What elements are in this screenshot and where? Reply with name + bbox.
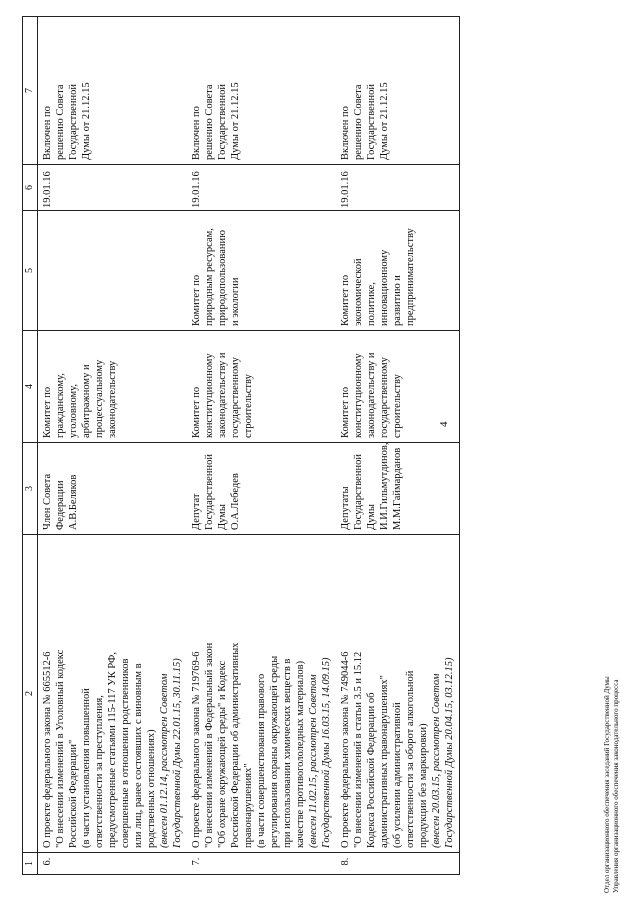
bill-title-line: правонарушениях": [243, 763, 254, 848]
status-line: Государственной: [366, 84, 377, 160]
bill-note-line: (внесен 20.03.15, рассмотрен Советом: [431, 673, 442, 848]
bill-note-line: Государственной Думы 20.04.15, 03.12.15): [444, 657, 455, 848]
committee-line: природопользованию: [217, 230, 228, 326]
date-cell: 19.01.16: [187, 165, 336, 211]
author-line: Федерации: [55, 480, 66, 530]
bill-title-cell: [38, 535, 188, 853]
footer: [603, 676, 621, 893]
footer-line: Отдел организационного обеспечения заседаний Государственной Думы: [603, 676, 611, 893]
bill-title-line: или лиц, ранее состоявших с виновным в: [133, 663, 144, 848]
bill-title-line: (в части установления повышенной: [81, 688, 92, 848]
bill-note-line: (внесен 01.12.14, рассмотрен Советом: [159, 673, 170, 848]
bill-title-line: ответственности за оборот алкогольной: [405, 670, 416, 848]
date-cell: 19.01.16: [336, 165, 460, 211]
bill-title-line: О проекте федерального закона № 719769-6: [191, 651, 202, 848]
row-number: 6.: [38, 853, 188, 875]
author-line: Депутат: [191, 493, 202, 530]
row-number: 7.: [187, 853, 336, 875]
author-line: Думы: [366, 504, 377, 530]
bill-title-line: Российской Федерации об административных: [230, 642, 241, 848]
column-header: 3: [23, 443, 38, 535]
committee-line: Комитет по: [340, 386, 351, 438]
bill-title-line: Кодекса Российской Федерации об: [366, 692, 377, 848]
column-header: 2: [23, 535, 38, 853]
table-row: [336, 17, 460, 875]
bill-title-line: продукции без маркировки): [418, 723, 429, 848]
co-committee-cell: [336, 211, 460, 331]
committee-line: и экологии: [230, 277, 241, 326]
status-line: решению Совета: [55, 84, 66, 160]
committee-line: Комитет по: [191, 386, 202, 438]
committee-line: Комитет по: [340, 274, 351, 326]
committee-line: уголовному,: [68, 384, 79, 438]
author-line: О.А.Лебедев: [230, 473, 241, 530]
bill-title-line: совершенные в отношении родственников: [120, 658, 131, 848]
author-line: А.В.Беляков: [68, 474, 79, 530]
author-line: Член Совета: [42, 473, 53, 530]
status-cell: [38, 17, 188, 165]
bill-title-line: "О внесении изменений в статьи 3.5 и 15.12: [353, 651, 364, 848]
author-cell: [38, 443, 188, 535]
committee-line: законодательству: [107, 360, 118, 438]
bills-table: [22, 16, 460, 875]
bill-title-line: О проекте федерального закона № 749044-6: [340, 651, 351, 848]
table-row: [187, 17, 336, 875]
column-header: 5: [23, 211, 38, 331]
author-line: Государственной: [353, 454, 364, 530]
status-line: Включен по: [42, 106, 53, 160]
bill-title-line: административных правонарушениях": [379, 675, 390, 848]
bill-title-line: (об усилении административной: [392, 702, 403, 848]
column-header: 7: [23, 17, 38, 165]
author-cell: [187, 443, 336, 535]
committee-line: законодательству и: [366, 352, 377, 438]
committee-line: инновационному: [379, 249, 390, 326]
committee-line: конституционному: [204, 353, 215, 438]
status-line: Государственной: [217, 84, 228, 160]
bill-note-line: Государственной Думы 16.03.15, 14.09.15): [321, 657, 332, 848]
committee-line: строительству: [243, 374, 254, 438]
author-line: Думы: [217, 504, 228, 530]
committee-line: арбитражному и: [81, 364, 92, 438]
author-line: И.И.Гильмутдинов,: [379, 442, 390, 530]
committee-line: законодательству и: [217, 352, 228, 438]
bill-title-line: предусмотренные статьями 115-117 УК РФ,: [107, 652, 118, 848]
committee-line: развитию и: [392, 275, 403, 326]
column-header: 6: [23, 165, 38, 211]
status-line: Включен по: [191, 106, 202, 160]
author-line: Государственной: [204, 454, 215, 530]
status-line: Думы от 21.12.15: [230, 82, 241, 160]
column-header: 4: [23, 331, 38, 443]
bill-title-line: Российской Федерации": [68, 739, 79, 848]
committee-line: государственному: [230, 357, 241, 438]
author-line: Депутаты: [340, 486, 351, 530]
row-number: 8.: [336, 853, 460, 875]
committee-line: конституционному: [353, 353, 364, 438]
committee-line: предпринимательству: [405, 228, 416, 326]
bill-title-line: "О внесении изменений в Уголовный кодекс: [55, 649, 66, 848]
table-header-row: [23, 17, 38, 875]
committee-line: гражданскому,: [55, 373, 66, 438]
co-committee-cell: [38, 211, 188, 331]
committee-line: политике,: [366, 282, 377, 326]
date-cell: 19.01.16: [38, 165, 188, 211]
co-committee-cell: [187, 211, 336, 331]
bill-title-cell: [336, 535, 460, 853]
bill-title-line: (в части совершенствования правового: [256, 673, 267, 848]
bill-title-line: качестве противогололедных материалов): [295, 660, 306, 848]
status-line: Думы от 21.12.15: [81, 82, 92, 160]
status-cell: [336, 17, 460, 165]
committee-line: Комитет по: [42, 386, 53, 438]
committee-line: природным ресурсам,: [204, 228, 215, 326]
committee-line: Комитет по: [191, 274, 202, 326]
committee-line: экономической: [353, 258, 364, 326]
lead-committee-cell: [187, 331, 336, 443]
bill-title-line: "Об охране окружающей среды" и Кодекс: [217, 660, 228, 848]
bill-title-cell: [187, 535, 336, 853]
status-cell: [187, 17, 336, 165]
bill-title-line: О проекте федерального закона № 665512-6: [42, 651, 53, 848]
bill-title-line: ответственности за преступления,: [94, 695, 105, 848]
column-header: 1: [23, 853, 38, 875]
author-line: М.М.Гаймарданов: [392, 447, 403, 530]
bill-title-line: "О внесении изменений в Федеральный закон: [204, 642, 215, 848]
status-line: решению Совета: [353, 84, 364, 160]
status-line: Думы от 21.12.15: [379, 82, 390, 160]
status-line: решению Совета: [204, 84, 215, 160]
lead-committee-cell: [38, 331, 188, 443]
bill-note-line: Государственной Думы 22.01.15, 30.11.15): [172, 658, 183, 848]
lead-committee-cell: [336, 331, 460, 443]
table-row: [38, 17, 188, 875]
footer-line: Управления организационного обеспечения законодательного процесса: [612, 679, 620, 893]
bill-title-line: регулирования охраны окружающей среды: [269, 655, 280, 848]
bill-title-line: родственных отношениях): [146, 729, 157, 848]
bill-title-line: при использовании химических веществ в: [282, 658, 293, 848]
committee-line: процессуальному: [94, 359, 105, 438]
page-number: 4: [438, 421, 450, 427]
bill-note-line: (внесен 11.02.15, рассмотрен Советом: [308, 674, 319, 848]
status-line: Государственной: [68, 84, 79, 160]
committee-line: государственному: [379, 357, 390, 438]
status-line: Включен по: [340, 106, 351, 160]
committee-line: строительству: [392, 374, 403, 438]
author-cell: [336, 443, 460, 535]
